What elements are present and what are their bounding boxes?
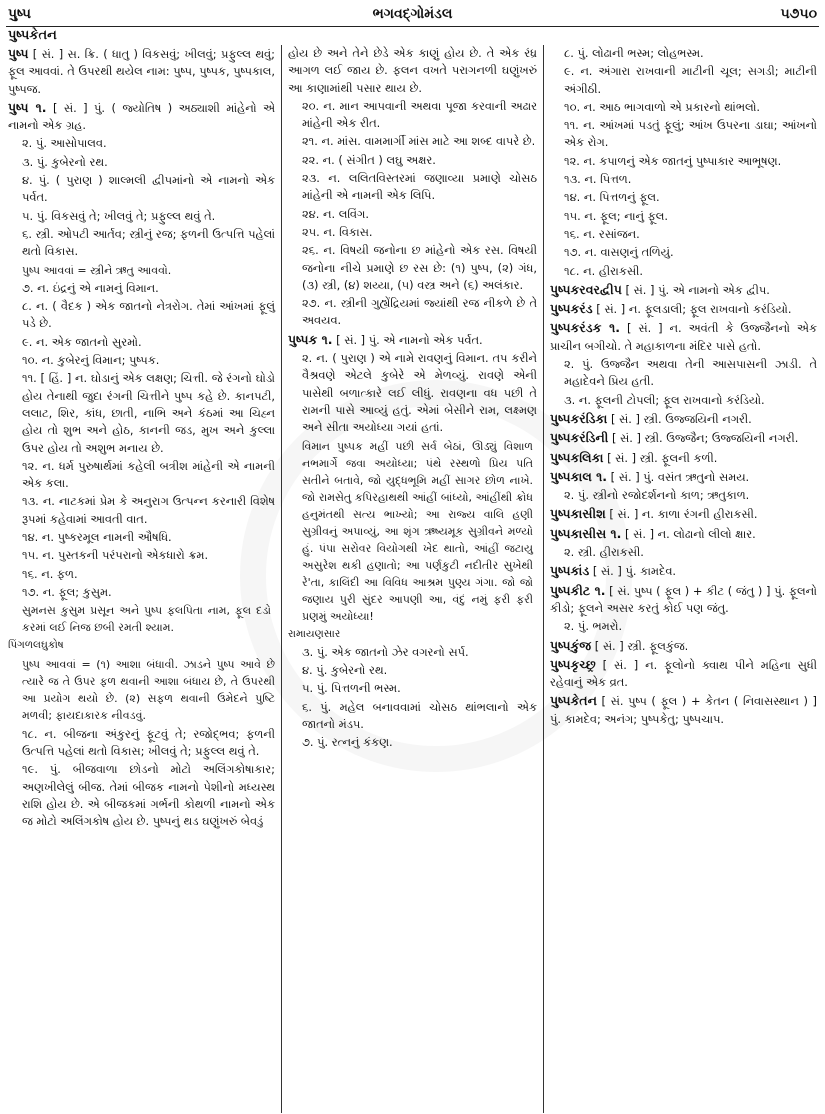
- headword: પુષ્પકરંડક ૧.: [550, 320, 621, 336]
- entry-sense: [8, 298, 275, 333]
- definition-text: ૨. પું. સ્ત્રીનો રજોદર્શનનો કાળ; ઋતુકાળ.: [564, 488, 750, 503]
- definition-text: [ સં. ] પું. કામદેવ.: [589, 564, 677, 579]
- entry-sense: [288, 644, 537, 661]
- definition-text: પુષ્પ આવવાં = (૧) આશા બંધાવી. ઝાડને પુષ્પ આવે છે ત્યારે જ તે ઉપર ફળ થવાની આશા બંધાય છે, તે ઉપરથી આ પ્રયોગ થયો છે. (૨) સફળ થવાની ઉમેદને પુષ્ટિ મળવી; ફાયદાકારક નીવડવું.: [22, 657, 275, 723]
- definition-text: [ સં. ] સ્ત્રી. ઉજ્જયિની નગરી.: [607, 411, 752, 426]
- entry-sense: [8, 172, 275, 207]
- dictionary-entry: [550, 449, 817, 467]
- definition-text: [ સં. ] સ્ત્રી. ફૂલકુંજ.: [591, 638, 689, 653]
- definition-text: ૧૫. ન. ફૂલ; નાનું ફૂલ.: [564, 208, 668, 223]
- entry-sense: [550, 171, 817, 188]
- entry-sense: [550, 487, 817, 504]
- entry-sense: [550, 618, 817, 635]
- entry-sense: [288, 734, 537, 751]
- dictionary-entry: [550, 656, 817, 692]
- headword: પુષ્પ: [8, 46, 29, 61]
- quotation: [288, 438, 537, 625]
- entry-sense: [8, 226, 275, 261]
- definition-text: ૫. પું. પિત્તળની ભસ્મ.: [302, 681, 401, 696]
- entry-sense: [8, 584, 275, 601]
- definition-text: ૨. પું. આસોપાલવ.: [22, 136, 107, 151]
- dictionary-entry: [550, 300, 817, 318]
- dictionary-entry: [550, 410, 817, 428]
- definition-text: ૧૫. ન. પુસ્તકની પરંપરાનો એકધારો ક્રમ.: [22, 548, 209, 563]
- definition-text: ૬. સ્ત્રી. ઓપટી આર્તવ; સ્ત્રીનું રજ; ફળની ઉત્પત્તિ પહેલાં થતો વિકાસ.: [22, 226, 275, 259]
- definition-text: ૧૪. ન. પુષ્કરમૂલ નામની ઔષધિ.: [22, 530, 172, 545]
- definition-text: ૨૧. ન. માંસ. વામમાર્ગી માંસ માટે આ શબ્દ વાપરે છે.: [302, 134, 536, 149]
- definition-text: ૧૨. ન. કપાળનું એક જાતનું પુષ્પાકાર આભૂષણ.: [564, 153, 782, 168]
- entry-sense: [8, 547, 275, 564]
- definition-text: [ સં. ] ન. લોઢાનો લીલો ક્ષાર.: [621, 526, 756, 541]
- entry-sense: [8, 154, 275, 171]
- entry-sense: [8, 370, 275, 456]
- definition-text: ૨. પું. ભમરો.: [564, 619, 623, 634]
- definition-text: ૩. પું. કુબેરનો રથ.: [22, 154, 108, 169]
- dictionary-entry: [550, 692, 817, 728]
- definition-text: ૧૧. ન. આંખમાં પડતું ફૂલું; આંખ ઉપરના ડાઘા; આંખનો એક રોગ.: [564, 118, 817, 150]
- column-1: [6, 45, 282, 1113]
- definition-text: ૩. પું. એક જાતનો ઝેર વગરનો સર્પ.: [302, 644, 469, 659]
- quotation-source: [8, 637, 275, 654]
- entry-sense: [288, 133, 537, 150]
- definition-text: [ સં. ] ન. અવંતી કે ઉજ્જૈનનો એક પ્રાચીન બગીચો. તે મહાકાળના મંદિર પાસે હતો.: [550, 321, 817, 353]
- definition-text: ૧૮. ન. બીજના અંકુરનું ફૂટવું તે; રજોદ્ભવ; ફળની ઉત્પત્તિ પહેલાં થતો વિકાસ; ખીલવું તે; પ્રફુલ્લ થવું તે.: [22, 726, 275, 758]
- definition-text: ૧૦. ન. આઠ ભાગવાળો એ પ્રકારનો થાંભલો.: [564, 99, 761, 114]
- definition-text: ૨૨. ન. ( સંગીત ) લઘુ અક્ષર.: [302, 152, 436, 167]
- definition-text: ૨૦. ન. માન આપવાની અથવા પૂજા કરવાની અઢાર માંહેની એક રીત.: [302, 98, 537, 131]
- headword: પુષ્પકલિકા: [550, 449, 604, 465]
- headword: પુષ્પકાસીસ ૧.: [550, 525, 622, 541]
- entry-sense: [8, 566, 275, 583]
- entry-sense: [8, 135, 275, 152]
- definition-text: ૯. ન. અંગારા રાખવાની માટીની ચૂલ; સગડી; માટીની અંગીઠી.: [564, 64, 817, 96]
- headword: પુષ્પકરંડ: [550, 301, 593, 317]
- headword: પુષ્પકાસીશ: [550, 506, 606, 522]
- definition-text: ૨. ન. ( પુરાણ ) એ નામે રાવણનું વિમાન. તપ કરીને વૈશ્રવણે એટલે કુબેરે એ મેળવ્યું. રાવણે એની પાસેથી બળાત્કારે લઈ લીધું. રાવણના વધ પછી તે રામની પાસે આવ્યું હતું. એમાં બેસીને રામ, લક્ષ્મણ અને સીતા અયોધ્યા ગયાં હતાં.: [302, 351, 537, 435]
- definition-text: ૧૧. [ હિં. ] ન. ઘોડાનું એક લક્ષણ; ચિત્તી. જે રંગનો ઘોડો હોય તેનાથી જુદા રંગની ચિત્તીને પુષ્પ કહે છે. કાનપટી, લલાટ, શિર, કાંધ, છાતી, નાભિ અને કંઠમાં આ ચિહ્ન હોય તો શુભ અને હોઠ, કાનની જડ, મુખ અને કુલ્લા ઉપર હોય તો અશુભ મનાય છે.: [22, 371, 275, 455]
- headword: પુષ્પકેતન: [550, 693, 597, 709]
- definition-text: [ સં. ] ન. ફૂલોનો ક્વાથ પીને મહિના સુધી રહેવાનું એક વ્રત.: [550, 657, 817, 690]
- header-left-word: પુષ્પ: [8, 6, 31, 22]
- entry-sense: [550, 544, 817, 561]
- definition-text: ૧૦. ન. કુબેરનું વિમાન; પુષ્પક.: [22, 353, 160, 368]
- entry-sense: [550, 392, 817, 409]
- headword: પુષ્પકાલ ૧.: [550, 468, 608, 484]
- definition-text: ૧૮. ન. હીરાકસી.: [564, 263, 643, 278]
- entry-sense: [8, 493, 275, 528]
- headword: પુષ્પકૃચ્છ્ર: [550, 656, 596, 672]
- entry-sense: [550, 153, 817, 170]
- headword: પુષ્પકાંડ: [550, 563, 590, 579]
- entry-sense: [8, 761, 275, 830]
- entry-sense: [550, 99, 817, 116]
- entry-sense: [550, 244, 817, 261]
- entry-sense: [288, 224, 537, 241]
- entry-sense: [550, 356, 817, 391]
- definition-text: ૧૩. ન. નાટકમાં પ્રેમ કે અનુરાગ ઉત્પન્ન કરનારી વિશેષ રૂપમાં કહેવામાં આવતી વાત.: [22, 494, 275, 526]
- entry-sense: [8, 529, 275, 546]
- definition-text: રામાયણસાર: [288, 627, 341, 640]
- definition-text: પિંગળલઘુકોષ: [8, 639, 64, 652]
- definition-text: ૧૭. ન. વાસણનું તળિયું.: [564, 245, 674, 260]
- header-title: ભગવદ્ગોમંડલ: [372, 6, 453, 22]
- column-2: [282, 45, 544, 1113]
- definition-text: [ સં. ] પું. ( જ્યોતિષ ) અઠ્યાશી માંહેનો એ નામનો એક ગ્રહ.: [8, 100, 275, 133]
- definition-text: ૬. પું. મહેલ બનાવવામાં ચોસઠ થાંભલાનો એક જાતનો મંડપ.: [302, 699, 537, 732]
- definition-text: ૪. પું. ( પુરાણ ) શાલ્મલી દ્વીપમાંનો એ નામનો એક પર્વત.: [22, 173, 275, 205]
- definition-text: [ સં. ] ન. કાળા રંગની હીરાકસી.: [605, 507, 758, 522]
- dictionary-entry: [550, 429, 817, 447]
- definition-text: ૩. ન. ફૂલની ટોપલી; ફૂલ રાખવાનો કરંડિયો.: [564, 392, 765, 407]
- entry-sense: [550, 226, 817, 243]
- definition-text: હોય છે અને તેને છેડે એક કાણું હોય છે. તે એક રંધ્ર આગળ લઈ જાય છે. ફલન વખતે પરાગનળી ઘણુંખરું આ કાણામાંથી પસાર થાય છે.: [288, 46, 537, 95]
- definition-text: [ સં. પુષ્પ ( ફૂલ ) + કીટ ( જંતુ ) ] પું. ફૂલનો કીડો; ફૂલને અસર કરતું કોઈ પણ જંતુ.: [550, 583, 817, 615]
- dictionary-entry: [8, 45, 275, 98]
- definition-text: [ સં. ] પું. એ નામનો એક પર્વત.: [332, 332, 483, 347]
- definition-text: ૨૫. ન. વિકાસ.: [302, 224, 373, 239]
- definition-text: ૫. પું. વિકસવું તે; ખીલવું તે; પ્રફુલ્લ થવું તે.: [22, 208, 216, 223]
- dictionary-entry: [550, 637, 817, 655]
- definition-text: ૮. પું. લોઢાની ભસ્મ; લોહભસ્મ.: [564, 46, 704, 60]
- headword: પુષ્પકરવરદ્વીપ: [550, 281, 622, 297]
- dictionary-entry: [8, 99, 275, 135]
- definition-text: ૧૭. ન. ફૂલ; કુસુમ.: [22, 584, 112, 599]
- entry-sense: [288, 350, 537, 436]
- entry-sense: [8, 726, 275, 761]
- definition-text: [ સં. ] સ્ત્રી. ફૂલની કળી.: [603, 450, 718, 465]
- dictionary-entry: [550, 562, 817, 580]
- dictionary-entry: [550, 468, 817, 486]
- definition-text: વિમાન પુષ્પક મહીં પછી સર્વ બેઠાં, ઊડ્યું વિશાળ નભમાર્ગે જવા અયોધ્યા; પંથે રસ્થળો પ્રિય પતિ સતીને બતાવે, જો યુદ્ધભૂમિ મહીં સાગર છોળ નાખે. જો રામસેતુ કપિરહાથથી આંહીં બાંધ્યો, આંહીંથી ક્રોધ હનુમંતથી સત્ય ભાખ્યો; આ રાજ્ય વાલિ હણી સુગ્રીવનું અપાવ્યું, આ શૃંગ ઋષ્યમૂક સુગ્રીવને મળ્યો હું. પંપા સરોવર વિયોગથી ખેદ થાતો, આંહીં જટાયુ અસુરેશ થકી હણાતો; આ પર્ણકુટી નદીતીર સુખેથી રે'તા, કાલિંદી આ વિવિધ આશ્રમ પુણ્ય ગંગા. જો જો જણાય પુરી સુંદર આપણી આ, વંદું નમું ફરી ફરી પ્રણમું અયોધ્યા!: [302, 439, 533, 623]
- dictionary-entry: [550, 525, 817, 543]
- usage-note: [8, 262, 275, 279]
- definition-text: [ સં. ] સ્ત્રી. ઉજ્જૈન; ઉજ્જયિની નગરી.: [608, 431, 799, 446]
- headword: પુષ્પક ૧.: [288, 331, 333, 347]
- entry-sense: [8, 208, 275, 225]
- headword: પુષ્પ ૧.: [8, 99, 47, 115]
- headword: પુષ્પકરંડિકા: [550, 410, 608, 426]
- headword: પુષ્પકરંડિની: [550, 430, 609, 446]
- definition-text: ૭. પું. રત્નનું કંકણ.: [302, 735, 393, 750]
- entry-sense: [288, 699, 537, 734]
- definition-text: ૨. પું. ઉજ્જૈન અથવા તેની આસપાસની ઝાડી. તે મહાદેવને પ્રિય હતી.: [564, 357, 817, 389]
- entry-sense: [288, 680, 537, 697]
- dictionary-entry: [550, 281, 817, 299]
- entry-sense: [288, 98, 537, 133]
- definition-text: [ સં. ] પું. વસંત ઋતુનો સમય.: [607, 469, 750, 484]
- entry-sense: [288, 295, 537, 330]
- entry-sense: [288, 152, 537, 169]
- entry-sense: [550, 189, 817, 206]
- definition-text: ૧૪. ન. પિત્તળનું ફૂલ.: [564, 190, 660, 205]
- definition-text: ૮. ન. ( વૈદક ) એક જાતનો નેત્રરોગ. તેમાં આંખમાં ફૂલું પડે છે.: [22, 299, 275, 331]
- definition-text: ૨૩. ન. લલિતવિસ્તરમાં જણાવ્યા પ્રમાણે ચોસઠ માંહેની એ નામની એક લિપિ.: [302, 171, 537, 203]
- definition-text: ૧૩. ન. પિત્તળ.: [564, 172, 632, 187]
- definition-text: ૯. ન. એક જાતનો સુરમો.: [22, 334, 142, 349]
- definition-text: ૧૬. ન. ફળ.: [22, 566, 78, 581]
- quotation: [8, 602, 275, 636]
- entry-sense: [8, 280, 275, 297]
- definition-text: [ સં. પુષ્પ ( ફૂલ ) + કેતન ( નિવાસસ્થાન ) ] પું. કામદેવ; અનંગ; પુષ્પકેતુ; પુષ્પચાપ.: [550, 694, 817, 726]
- entry-sense: [288, 662, 537, 679]
- definition-text: ૨૬. ન. વિષયી જનોના છ માંહેનો એક રસ. વિષયી જનોના નીચે પ્રમાણે છ રસ છે: (૧) પુષ્પ, (૨) ગંધ, (૩) સ્ત્રી, (૪) શય્યા, (૫) વસ્ત્ર અને (૬) અલંકાર.: [302, 243, 537, 292]
- entry-sense: [550, 45, 817, 62]
- usage-note: [8, 656, 275, 725]
- definition-text: ૨૪. ન. લવિંગ.: [302, 206, 369, 221]
- definition-text: ૧૨. ન. ધર્મ પુરુષાર્થમાં કહેલી બત્રીશ માંહેની એ નામની એક કલા.: [22, 458, 275, 491]
- entry-continuation: [288, 45, 537, 97]
- headword: પુષ્પકુંજ: [550, 637, 592, 653]
- definition-text: ૭. ન. ઇંદ્રનું એ નામનું વિમાન.: [22, 280, 159, 295]
- page-header: [6, 4, 819, 27]
- definition-text: પુષ્પ આવવાં = સ્ત્રીને ઋતુ આવવો.: [22, 263, 172, 277]
- definition-text: [ સં. ] ન. ફૂલડાલી; ફૂલ રાખવાનો કરંડિયો.: [592, 302, 792, 317]
- definition-text: [ સં. ] પું. એ નામનો એક દ્વીપ.: [621, 282, 770, 297]
- dictionary-entry: [288, 331, 537, 349]
- column-3: [544, 45, 819, 1113]
- entry-sense: [8, 352, 275, 369]
- quotation-source: [288, 626, 537, 643]
- definition-text: ૧૯. પું. બીજવાળા છોડનો મોટો અલિંગકોષાકાર; અણખીલેલું બીજ. તેમાં બીજક નામનો પેશીનો મધ્યસ્થ રાશિ હોય છે. એ બીજકમાં ગર્ભની કોથળી નામનો એક જ મોટો અલિંગકોષ હોય છે. પુષ્પનું થડ ઘણુંખરું બેવડું: [22, 762, 275, 829]
- entry-sense: [550, 117, 817, 152]
- entry-sense: [288, 206, 537, 223]
- entry-sense: [550, 263, 817, 280]
- entry-sense: [288, 242, 537, 294]
- entry-sense: [288, 170, 537, 205]
- dictionary-entry: [550, 319, 817, 355]
- columns: [6, 45, 819, 1113]
- definition-text: સુમનસ કુસુમ પ્રસૂન અને પુષ્પ ફલપિતા નામ, ફૂલ દડો કરમાં લઈ નિજ છબી રમતી શ્યામ.: [22, 604, 271, 635]
- definition-text: ૨૭. ન. સ્ત્રીની ગુહ્યેંદ્રિયમાં જ્યાંથી રજ નીકળે છે તે અવયવ.: [302, 296, 537, 328]
- headword: પુષ્પકીટ ૧.: [550, 582, 606, 598]
- dictionary-entry: [550, 582, 817, 618]
- definition-text: ૪. પું. કુબેરનો રથ.: [302, 663, 388, 678]
- page-number: ૫૭૫૦: [780, 6, 817, 22]
- entry-sense: [8, 334, 275, 351]
- definition-text: ૨. સ્ત્રી. હીરાકસી.: [564, 545, 644, 560]
- dictionary-entry: [550, 505, 817, 523]
- definition-text: ૧૬. ન. રસાંજન.: [564, 226, 640, 241]
- entry-sense: [550, 63, 817, 98]
- entry-sense: [550, 208, 817, 225]
- definition-text: [ સં. ] સ. ક્રિ. ( ધાતુ ) વિકસવું; ખીલવું; પ્રફુલ્લ થવું; ફૂલ આવવાં. તે ઉપરથી થયેલ નામ: પુષ્પ, પુષ્પક, પુષ્પકાલ, પુષ્પજ.: [8, 47, 275, 96]
- guide-word: પુષ્પકેતન: [8, 28, 57, 43]
- entry-sense: [8, 458, 275, 493]
